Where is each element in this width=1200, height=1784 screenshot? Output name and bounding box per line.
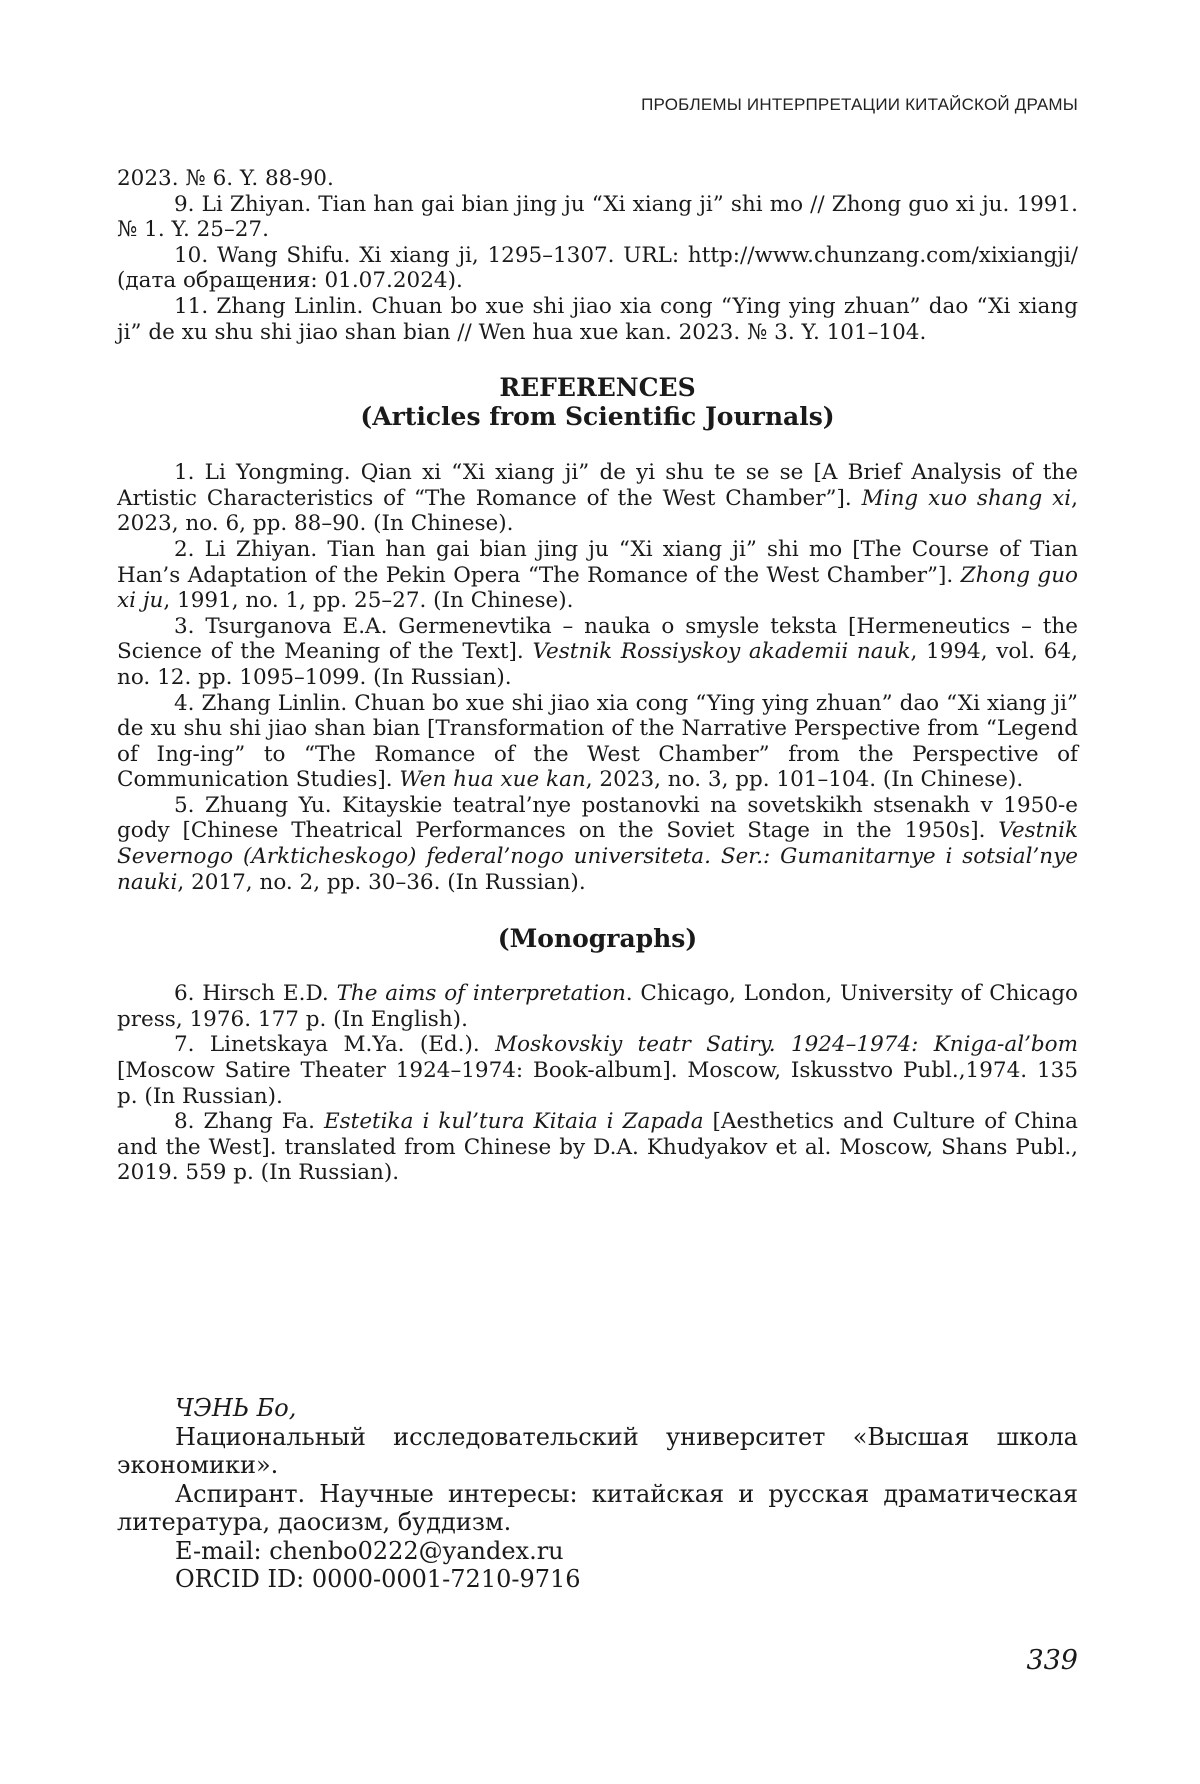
monographs-subheading: (Monographs) [497, 924, 698, 954]
articles-subheading: (Articles from Scientific Journals) [360, 402, 835, 432]
author-name: ЧЭНЬ Бо, [175, 1394, 297, 1422]
page-number: 339 [1026, 1645, 1078, 1676]
references-content [117, 166, 1078, 1186]
reference-entry: 3. Tsurganova E.A. Germenevtika – nauka o smysle teksta [Hermeneutics – the Science of the Meaning of the Text]. Vestnik Rossiyskoy akademii nauk, 1994, vol. 64, no. 12. pp. 1095–1099. (In Russian). [117, 613, 1078, 690]
reference-entry: 4. Zhang Linlin. Chuan bo xue shi jiao xia cong “Ying ying zhuan” dao “Xi xiang ji” de xu shu shi jiao shan bian [Transformation of the Narrative Perspective from “Legend of Ing-ing” to “The Romance of the West Chamber” from the Perspective of Communication Studies]. Wen hua xue kan, 2023, no. 3, pp. 101–104. (In Chinese). [117, 690, 1078, 793]
author-affiliation: Национальный исследовательский университет «Высшая школа экономики». [117, 1422, 1078, 1479]
reference-entry: 9. Li Zhiyan. Tian han gai bian jing ju “Xi xiang ji” shi mo // Zhong guo xi ju. 1991. № 1. Y. 25–27. [117, 191, 1078, 243]
journal-page [117, 0, 1078, 1784]
reference-entry: 2023. № 6. Y. 88-90. [117, 166, 334, 191]
reference-entry: 11. Zhang Linlin. Chuan bo xue shi jiao xia cong “Ying ying zhuan” dao “Xi xiang ji” de xu shu shi jiao shan bian // Wen hua xue kan. 2023. № 3. Y. 101–104. [117, 293, 1078, 345]
reference-entry: 10. Wang Shifu. Xi xiang ji, 1295–1307. URL: http://www.chunzang.com/xixiangji/ (дата обращения: 01.07.2024). [117, 242, 1078, 294]
author-info [117, 1394, 1078, 1594]
reference-entry: 1. Li Yongming. Qian xi “Xi xiang ji” de yi shu te se se [A Brief Analysis of the Artistic Characteristics of “The Romance of the West Chamber”]. Ming xuo shang xi, 2023, no. 6, pp. 88–90. (In Chinese). [117, 460, 1078, 537]
reference-entry: 5. Zhuang Yu. Kitayskie teatral’nye postanovki na sovetskikh stsenakh v 1950-e gody [Chinese Theatrical Performances on the Soviet Stage in the 1950s]. Vestnik Severnogo (Arkticheskogo) federal’nogo universiteta. Ser.: Gumanitarnye i sotsial’nye nauki, 2017, no. 2, pp. 30–36. (In Russian). [117, 792, 1078, 895]
author-orcid: ORCID ID: 0000-0001-7210-9716 [175, 1565, 581, 1593]
reference-entry: 2. Li Zhiyan. Tian han gai bian jing ju “Xi xiang ji” shi mo [The Course of Tian Han’s Adaptation of the Pekin Opera “The Romance of the West Chamber”]. Zhong guo xi ju, 1991, no. 1, pp. 25–27. (In Chinese). [117, 536, 1078, 614]
references-heading: REFERENCES [499, 373, 696, 403]
reference-entry: 7. Linetskaya M.Ya. (Ed.). Moskovskiy teatr Satiry. 1924–1974: Kniga-al’bom [Moscow Satire Theater 1924–1974: Book-album]. Moscow, Iskusstvo Publ.,1974. 135 p. (In Russian). [117, 1032, 1078, 1109]
reference-entry: 6. Hirsch E.D. The aims of interpretation. Chicago, London, University of Chicago press, 1976. 177 p. (In English). [117, 981, 1078, 1032]
author-email: E-mail: chenbo0222@yandex.ru [175, 1536, 564, 1565]
running-head: ПРОБЛЕМЫ ИНТЕРПРЕТАЦИИ КИТАЙСКОЙ ДРАМЫ [641, 95, 1078, 114]
reference-entry: 8. Zhang Fa. Estetika i kul’tura Kitaia i Zapada [Aesthetics and Culture of China and the West]. translated from Chinese by D.A. Khudyakov et al. Moscow, Shans Publ., 2019. 559 p. (In Russian). [117, 1109, 1078, 1186]
author-position: Аспирант. Научные интересы: китайская и русская драматическая литература, даосизм, буддизм. [117, 1479, 1078, 1536]
